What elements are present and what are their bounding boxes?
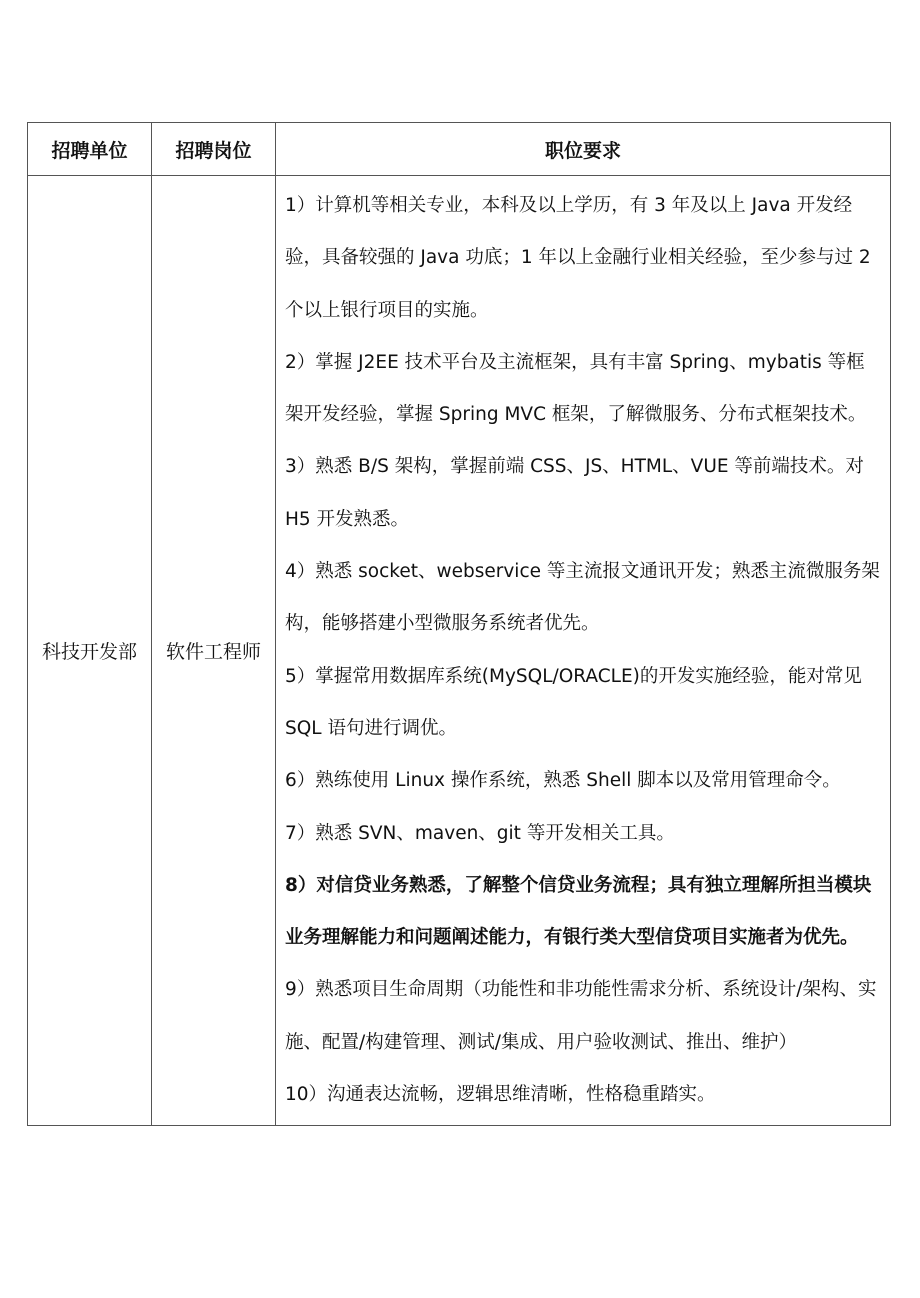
- table-header-row: [28, 123, 891, 176]
- table-row: [28, 176, 891, 1126]
- job-requirements-table: [27, 122, 891, 1126]
- requirement-item-10: 10）沟通表达流畅，逻辑思维清晰，性格稳重踏实。: [285, 1084, 716, 1106]
- cell-requirements: [276, 176, 891, 1126]
- cell-unit: 科技开发部: [28, 176, 152, 1126]
- requirement-item-3: 3）熟悉 B/S 架构，掌握前端 CSS、JS、HTML、VUE 等前端技术。对 H5 开发熟悉。: [285, 456, 864, 530]
- requirement-item-1: 1）计算机等相关专业，本科及以上学历，有 3 年及以上 Java 开发经验，具备较强的 Java 功底；1 年以上金融行业相关经验，至少参与过 2 个以上银行项目的实施。: [285, 195, 871, 321]
- requirement-item-2: 2）掌握 J2EE 技术平台及主流框架，具有丰富 Spring、mybatis 等框架开发经验，掌握 Spring MVC 框架，了解微服务、分布式框架技术。: [285, 351, 867, 426]
- header-unit: 招聘单位: [28, 123, 152, 176]
- cell-position: 软件工程师: [152, 176, 276, 1126]
- header-requirements: 职位要求: [276, 123, 891, 176]
- requirement-item-4: 4）熟悉 socket、webservice 等主流报文通讯开发；熟悉主流微服务架构，能够搭建小型微服务系统者优先。: [285, 561, 880, 635]
- requirement-item-5: 5）掌握常用数据库系统(MySQL/ORACLE)的开发实施经验，能对常见 SQL 语句进行调优。: [285, 665, 862, 739]
- header-position: 招聘岗位: [152, 123, 276, 176]
- requirement-item-8: 8）对信贷业务熟悉，了解整个信贷业务流程；具有独立理解所担当模块业务理解能力和问题阐述能力，有银行类大型信贷项目实施者为优先。: [285, 874, 872, 949]
- requirement-item-6: 6）熟练使用 Linux 操作系统，熟悉 Shell 脚本以及常用管理命令。: [285, 770, 841, 792]
- requirement-item-7: 7）熟悉 SVN、maven、git 等开发相关工具。: [285, 822, 675, 844]
- requirement-item-9: 9）熟悉项目生命周期（功能性和非功能性需求分析、系统设计/架构、实施、配置/构建管理、测试/集成、用户验收测试、推出、维护）: [285, 979, 877, 1053]
